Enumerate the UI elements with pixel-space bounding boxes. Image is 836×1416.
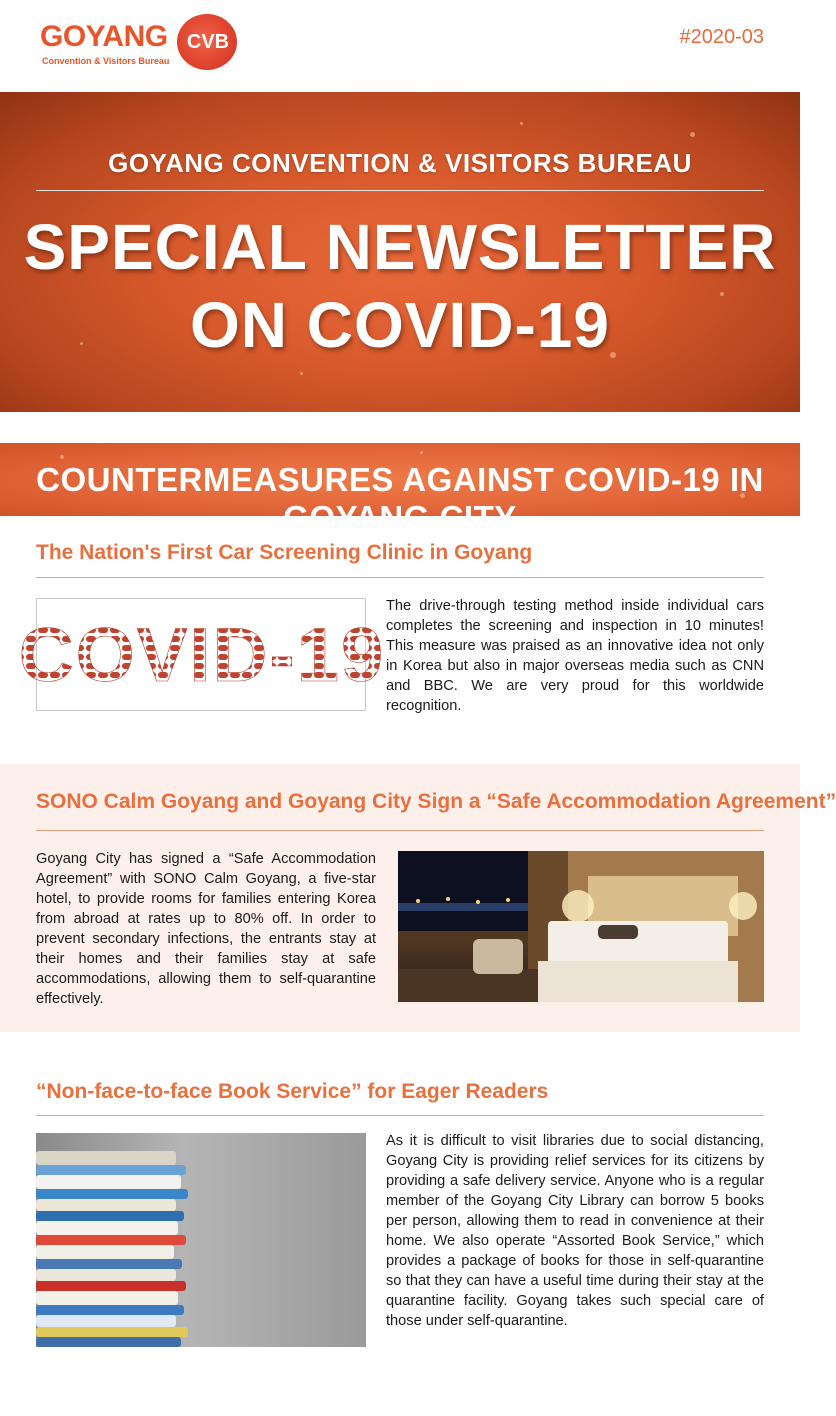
hero-title [0, 208, 800, 364]
hero-divider [36, 190, 764, 191]
covid-19-pills-graphic [18, 599, 386, 712]
logo-wordmark: GOYANG [40, 20, 168, 53]
covid-19-image-text: COVID-19 [18, 613, 386, 698]
hotel-room-image [398, 851, 764, 1002]
logo-subtitle: Convention & Visitors Bureau [42, 56, 170, 66]
article-2-divider [36, 830, 764, 831]
article-1-title: The Nation's First Car Screening Clinic in Goyang [36, 541, 533, 564]
article-3-divider [36, 1115, 764, 1116]
section-banner [0, 443, 800, 536]
page-header [0, 0, 800, 92]
hotel-room-graphic [398, 851, 764, 1002]
book-stack-image [36, 1133, 366, 1347]
article-3-title: “Non-face-to-face Book Service” for Eager Readers [36, 1080, 549, 1103]
hero-title-line2: ON COVID-19 [190, 289, 610, 361]
article-1-divider [36, 577, 764, 578]
hero-kicker: GOYANG CONVENTION & VISITORS BUREAU [108, 148, 692, 178]
covid-19-pills-image [18, 598, 386, 711]
article-1-body: The drive-through testing method inside individual cars completes the screening and inspection in 10 minutes! This measure was praised as an innovative idea not only in Korea but also in major overseas media such as CNN and BBC. We are very proud for this worldwide recognition. [386, 598, 764, 714]
article-3-body: As it is difficult to visit libraries due to social distancing, Goyang City is providing relief services for its citizens by providing a safe delivery service. Anyone who is a regular member of the Goyang City Library can borrow 5 books per person, allowing them to read in convenience at their home. We also operate “Assorted Book Service,” which provides a package of books for those in self-quarantine so that they can have a useful time during their stay at the quarantine facility. Goyang takes such special care of those under self-quarantine. [386, 1133, 764, 1329]
hero-title-line1: SPECIAL NEWSLETTER [23, 211, 777, 283]
issue-number: #2020-03 [679, 26, 764, 48]
article-2-body: Goyang City has signed a “Safe Accommodation Agreement” with SONO Calm Goyang, a five-star hotel, to provide rooms for families entering Korea from abroad at rates up to 80% off. In order to prevent secondary infections, the entrants stay at their homes and their families stay at safe accommodations, allowing them to self-quarantine effectively. [36, 851, 376, 1007]
section-title: COUNTERMEASURES AGAINST COVID-19 IN GOYANG CITY [36, 461, 764, 536]
logo-badge-text: CVB [186, 31, 230, 53]
hero-banner [0, 92, 800, 412]
goyang-cvb-logo[interactable] [40, 14, 240, 74]
book-stack-graphic [36, 1133, 366, 1347]
article-2-title: SONO Calm Goyang and Goyang City Sign a “Safe Accommodation Agreement” [36, 790, 836, 813]
